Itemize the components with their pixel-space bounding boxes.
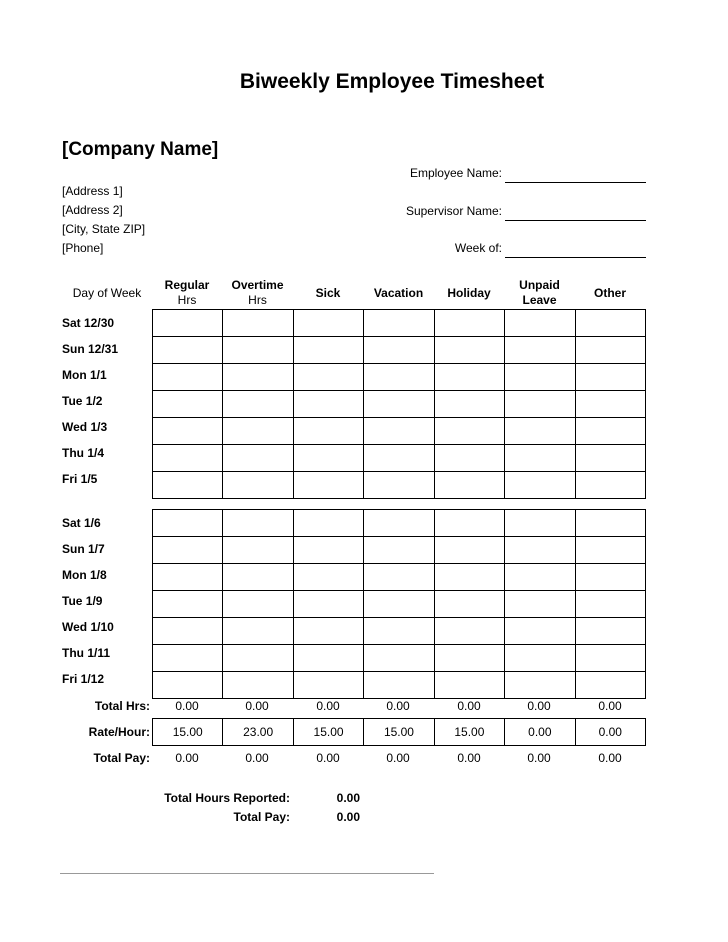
hours-cell[interactable] [293, 310, 363, 337]
day-row [153, 672, 646, 699]
grand-total-pay-label: Total Pay: [233, 810, 290, 824]
page-title: Biweekly Employee Timesheet [239, 70, 545, 93]
supervisor-name-field[interactable] [505, 219, 646, 221]
day-row [153, 391, 646, 418]
hours-cell[interactable] [505, 364, 575, 391]
day-row [153, 645, 646, 672]
address-city: [City, State ZIP] [62, 222, 146, 236]
hours-cell[interactable] [364, 364, 434, 391]
header-regular: Regular [164, 278, 210, 292]
hours-cell[interactable] [153, 591, 223, 618]
day-row [153, 445, 646, 472]
rate-cell[interactable]: 15.00 [434, 719, 504, 746]
hours-cell[interactable] [293, 418, 363, 445]
hours-cell[interactable] [575, 591, 645, 618]
hours-cell[interactable] [505, 510, 575, 537]
hours-cell[interactable] [505, 591, 575, 618]
hours-cell[interactable] [153, 391, 223, 418]
hours-cell[interactable] [434, 310, 504, 337]
header-regular-sub: Hrs [177, 293, 197, 307]
total-pay-value: 0.00 [386, 751, 410, 765]
header-overtime-sub: Hrs [248, 293, 267, 307]
total-pay-label: Total Pay: [93, 751, 150, 765]
address-line-1: [Address 1] [62, 184, 123, 198]
hours-cell[interactable] [575, 537, 645, 564]
header-day-of-week: Day of Week [72, 286, 142, 300]
total-hrs-value: 0.00 [457, 699, 481, 713]
hours-cell[interactable] [434, 510, 504, 537]
hours-cell[interactable] [575, 645, 645, 672]
day-row [153, 310, 646, 337]
header-unpaid: Unpaid [519, 278, 560, 292]
day-label: Thu 1/11 [62, 646, 111, 660]
hours-cell[interactable] [153, 537, 223, 564]
day-row [153, 537, 646, 564]
total-hrs-label: Total Hrs: [94, 699, 150, 713]
day-label: Sun 1/7 [62, 542, 105, 556]
address-phone: [Phone] [62, 241, 104, 255]
total-pay-value: 0.00 [175, 751, 199, 765]
hours-cell[interactable] [223, 391, 293, 418]
day-row [153, 337, 646, 364]
week1-hours-grid [152, 309, 646, 499]
hours-cell[interactable] [575, 618, 645, 645]
hours-cell[interactable] [575, 445, 645, 472]
hours-cell[interactable] [434, 537, 504, 564]
day-row [153, 510, 646, 537]
hours-cell[interactable] [434, 391, 504, 418]
hours-cell[interactable] [505, 310, 575, 337]
total-hrs-value: 0.00 [175, 699, 199, 713]
hours-cell[interactable] [153, 445, 223, 472]
supervisor-name-label: Supervisor Name: [405, 204, 502, 218]
total-hrs-value: 0.00 [316, 699, 340, 713]
hours-cell[interactable] [223, 418, 293, 445]
hours-cell[interactable] [293, 337, 363, 364]
hours-cell[interactable] [293, 564, 363, 591]
hours-cell[interactable] [153, 564, 223, 591]
employee-name-field[interactable] [505, 181, 646, 183]
hours-cell[interactable] [505, 445, 575, 472]
hours-cell[interactable] [223, 364, 293, 391]
total-hrs-value: 0.00 [598, 699, 622, 713]
hours-cell[interactable] [293, 645, 363, 672]
day-label: Sun 12/31 [62, 342, 119, 356]
day-label: Tue 1/9 [62, 594, 103, 608]
hours-cell[interactable] [575, 337, 645, 364]
hours-cell[interactable] [293, 445, 363, 472]
hours-cell[interactable] [223, 310, 293, 337]
hours-cell[interactable] [434, 445, 504, 472]
hours-cell[interactable] [223, 537, 293, 564]
total-hrs-value: 0.00 [527, 699, 551, 713]
hours-cell[interactable] [223, 618, 293, 645]
header-vacation: Vacation [373, 286, 424, 300]
hours-cell[interactable] [364, 445, 434, 472]
hours-cell[interactable] [505, 564, 575, 591]
hours-cell[interactable] [364, 391, 434, 418]
hours-cell[interactable] [434, 418, 504, 445]
week-of-field[interactable] [505, 256, 646, 258]
day-label: Fri 1/5 [62, 472, 98, 486]
hours-cell[interactable] [364, 472, 434, 499]
total-pay-value: 0.00 [245, 751, 269, 765]
hours-cell[interactable] [575, 310, 645, 337]
hours-cell[interactable] [293, 510, 363, 537]
total-pay-value: 0.00 [316, 751, 340, 765]
hours-cell[interactable] [505, 618, 575, 645]
employee-name-label: Employee Name: [409, 166, 502, 180]
hours-cell[interactable] [293, 672, 363, 699]
total-hrs-value: 0.00 [386, 699, 410, 713]
week-of-label: Week of: [454, 241, 502, 255]
rate-hour-row [152, 718, 646, 746]
hours-cell[interactable] [293, 618, 363, 645]
hours-cell[interactable] [223, 672, 293, 699]
hours-cell[interactable] [434, 618, 504, 645]
hours-cell[interactable] [153, 618, 223, 645]
hours-cell[interactable] [364, 591, 434, 618]
hours-cell[interactable] [575, 391, 645, 418]
rate-cell[interactable]: 0.00 [505, 719, 575, 746]
week2-hours-grid [152, 509, 646, 699]
header-overtime: Overtime [231, 278, 284, 292]
rate-cell[interactable]: 15.00 [364, 719, 434, 746]
header-unpaid-sub: Leave [522, 293, 557, 307]
rate-cell[interactable]: 15.00 [153, 719, 223, 746]
hours-cell[interactable] [153, 310, 223, 337]
hours-cell[interactable] [434, 564, 504, 591]
hours-cell[interactable] [505, 391, 575, 418]
day-label: Sat 12/30 [62, 316, 115, 330]
grand-total-pay-value: 0.00 [336, 810, 360, 824]
hours-cell[interactable] [223, 645, 293, 672]
hours-cell[interactable] [364, 310, 434, 337]
day-row [153, 618, 646, 645]
total-hours-reported-label: Total Hours Reported: [164, 791, 290, 805]
day-label: Tue 1/2 [62, 394, 103, 408]
hours-cell[interactable] [293, 391, 363, 418]
hours-cell[interactable] [293, 537, 363, 564]
day-row [153, 591, 646, 618]
hours-cell[interactable] [223, 445, 293, 472]
day-label: Sat 1/6 [62, 516, 101, 530]
hours-cell[interactable] [434, 337, 504, 364]
rate-cell[interactable]: 15.00 [293, 719, 363, 746]
hours-cell[interactable] [505, 672, 575, 699]
hours-cell[interactable] [434, 672, 504, 699]
hours-cell[interactable] [153, 672, 223, 699]
day-row [153, 472, 646, 499]
hours-cell[interactable] [575, 672, 645, 699]
footer-divider [60, 873, 434, 874]
hours-cell[interactable] [364, 564, 434, 591]
hours-cell[interactable] [505, 537, 575, 564]
hours-cell[interactable] [505, 472, 575, 499]
hours-cell[interactable] [364, 645, 434, 672]
hours-cell[interactable] [364, 618, 434, 645]
hours-cell[interactable] [293, 591, 363, 618]
hours-cell[interactable] [505, 645, 575, 672]
rate-cell[interactable]: 0.00 [575, 719, 645, 746]
total-pay-value: 0.00 [457, 751, 481, 765]
hours-cell[interactable] [505, 418, 575, 445]
day-row [153, 564, 646, 591]
rate-hour-label: Rate/Hour: [88, 725, 150, 739]
hours-cell[interactable] [293, 364, 363, 391]
hours-cell[interactable] [575, 418, 645, 445]
hours-cell[interactable] [223, 564, 293, 591]
hours-cell[interactable] [364, 510, 434, 537]
hours-cell[interactable] [575, 364, 645, 391]
hours-cell[interactable] [505, 337, 575, 364]
address-line-2: [Address 2] [62, 203, 123, 217]
day-label: Mon 1/8 [62, 568, 107, 582]
hours-cell[interactable] [153, 364, 223, 391]
hours-cell[interactable] [223, 591, 293, 618]
hours-cell[interactable] [364, 672, 434, 699]
header-other: Other [593, 286, 626, 300]
day-label: Wed 1/10 [62, 620, 114, 634]
day-row [153, 364, 646, 391]
day-label: Thu 1/4 [62, 446, 105, 460]
hours-cell[interactable] [364, 537, 434, 564]
hours-cell[interactable] [575, 510, 645, 537]
hours-cell[interactable] [153, 472, 223, 499]
hours-cell[interactable] [434, 645, 504, 672]
total-hours-reported-value: 0.00 [336, 791, 360, 805]
hours-cell[interactable] [153, 645, 223, 672]
hours-cell[interactable] [153, 337, 223, 364]
hours-cell[interactable] [575, 472, 645, 499]
hours-cell[interactable] [293, 472, 363, 499]
hours-cell[interactable] [434, 472, 504, 499]
header-sick: Sick [315, 286, 341, 300]
hours-cell[interactable] [223, 472, 293, 499]
company-name: [Company Name] [62, 139, 219, 160]
hours-cell[interactable] [223, 510, 293, 537]
hours-cell[interactable] [153, 510, 223, 537]
day-label: Fri 1/12 [62, 672, 105, 686]
day-label: Mon 1/1 [62, 368, 107, 382]
day-label: Wed 1/3 [62, 420, 108, 434]
hours-cell[interactable] [153, 418, 223, 445]
total-hrs-value: 0.00 [245, 699, 269, 713]
header-holiday: Holiday [447, 286, 491, 300]
hours-cell[interactable] [364, 337, 434, 364]
hours-cell[interactable] [575, 564, 645, 591]
total-pay-value: 0.00 [598, 751, 622, 765]
hours-cell[interactable] [223, 337, 293, 364]
hours-cell[interactable] [434, 364, 504, 391]
day-row [153, 418, 646, 445]
hours-cell[interactable] [434, 591, 504, 618]
rate-cell[interactable]: 23.00 [223, 719, 293, 746]
total-pay-value: 0.00 [527, 751, 551, 765]
hours-cell[interactable] [364, 418, 434, 445]
